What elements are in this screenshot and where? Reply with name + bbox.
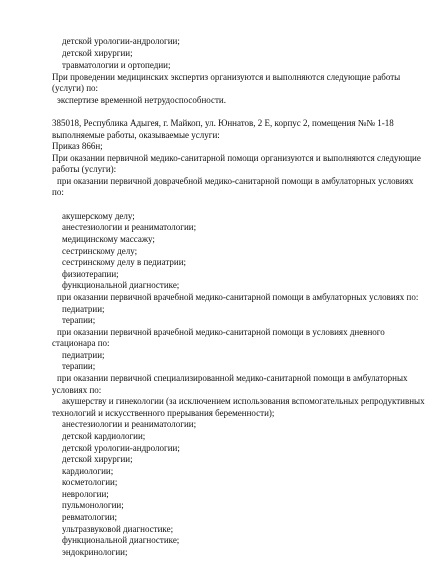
- text-line: при оказании первичной доврачебной медико-санитарной помощи в амбулаторных условиях: [57, 176, 414, 186]
- list-item: функциональной диагностике;: [62, 280, 180, 290]
- list-item: неврологии;: [62, 489, 109, 499]
- text-line: детской урологии-андрологии;: [62, 36, 180, 46]
- text-line: (услуги) по:: [52, 83, 99, 93]
- list-item: акушерству и гинекологии (за исключением использования вспомогательных репродуктивных: [62, 396, 425, 406]
- text-line: детской хирургии;: [62, 48, 133, 58]
- list-item: детской хирургии;: [62, 454, 133, 464]
- text-line: Приказ 866н;: [52, 141, 103, 151]
- text-line: экспертизе временной нетрудоспособности.: [57, 95, 226, 105]
- text-line: условиях по:: [52, 385, 102, 395]
- list-item: медицинскому массажу;: [62, 234, 155, 244]
- text-line: технологий и искусственного прерывания беременности);: [52, 408, 275, 418]
- list-item: терапии;: [62, 361, 96, 371]
- list-item: сестринскому делу;: [62, 246, 138, 256]
- text-line: работы (услуги):: [52, 164, 117, 174]
- list-item: акушерскому делу;: [62, 211, 135, 221]
- list-item: анестезиологии и реаниматологии;: [62, 419, 197, 429]
- list-item: ультразвуковой диагностике;: [62, 524, 174, 534]
- list-item: терапии;: [62, 315, 96, 325]
- list-item: педиатрии;: [62, 304, 105, 314]
- list-item: функциональной диагностике;: [62, 535, 180, 545]
- text-line: 385018, Республика Адыгея, г. Майкоп, ул. Юннатов, 2 Е, корпус 2, помещения №№ 1-18: [52, 118, 394, 128]
- list-item: пульмонологии;: [62, 500, 124, 510]
- text-line: При проведении медицинских экспертиз организуются и выполняются следующие работы: [52, 72, 401, 82]
- list-item: косметологии;: [62, 477, 118, 487]
- text-line: при оказании первичной врачебной медико-санитарной помощи в условиях дневного: [57, 327, 385, 337]
- list-item: детской кардиологии;: [62, 431, 146, 441]
- text-line: стационара по:: [52, 338, 110, 348]
- list-item: анестезиологии и реаниматологии;: [62, 222, 197, 232]
- list-item: педиатрии;: [62, 350, 105, 360]
- list-item: ревматологии;: [62, 512, 117, 522]
- list-item: кардиологии;: [62, 466, 114, 476]
- text-line: по:: [52, 187, 64, 197]
- list-item: сестринскому делу в педиатрии;: [62, 257, 187, 267]
- text-line: выполняемые работы, оказываемые услуги:: [52, 130, 220, 140]
- text-line: травматологии и ортопедии;: [62, 60, 171, 70]
- text-line: при оказании первичной врачебной медико-санитарной помощи в амбулаторных условиях по:: [57, 292, 419, 302]
- text-line: при оказании первичной специализированной медико-санитарной помощи в амбулаторных: [57, 373, 408, 383]
- list-item: детской урологии-андрологии;: [62, 443, 180, 453]
- list-item: эндокринологии;: [62, 547, 128, 557]
- list-item: физиотерапии;: [62, 269, 119, 279]
- text-line: При оказании первичной медико-санитарной помощи организуются и выполняются следующие: [52, 153, 421, 163]
